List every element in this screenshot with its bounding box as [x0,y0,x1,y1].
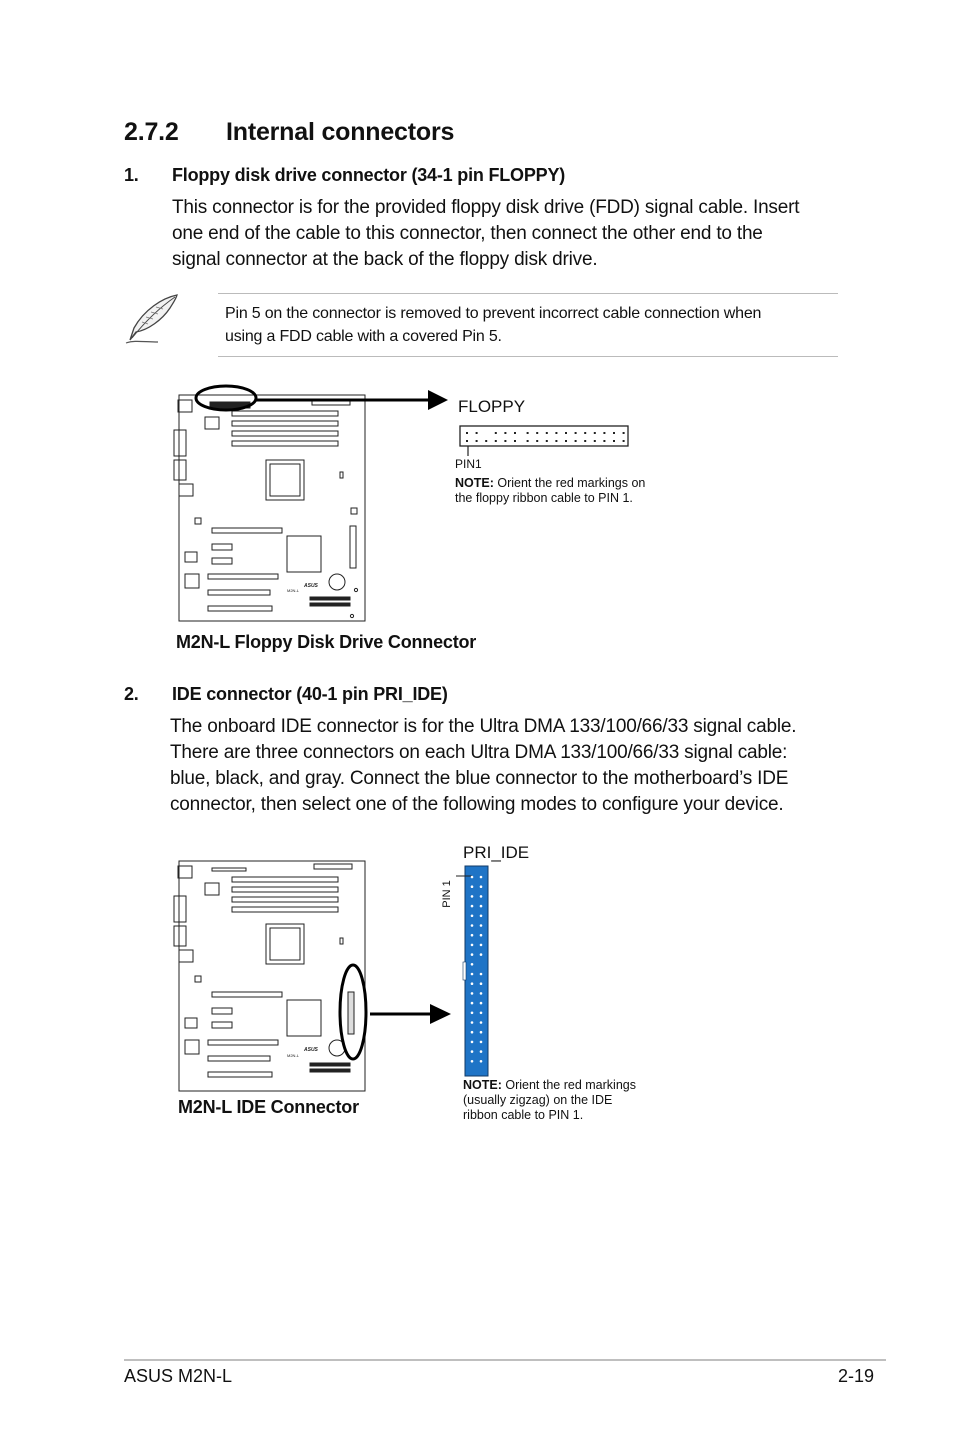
ide-pin [480,992,483,995]
floppy-pin [495,432,497,434]
item-2-paragraph: The onboard IDE connector is for the Ultra DMA 133/100/66/33 signal cable. There are three connectors on each Ultra DMA 133/100/66/33 signal cable: blue, black, and gray. Connect the blue connector to the motherboard’s IDE connector, then select one of the following modes to configure your device. [170,716,797,815]
board-model-label: M2N-L [287,1053,300,1058]
ide-pin [480,1002,483,1005]
ide-pin [471,1021,474,1024]
ide-pin [471,1012,474,1015]
item-1-paragraph: This connector is for the provided floppy disk drive (FDD) signal cable. Insert one end of the cable to this connector, then connect the other end to the signal connector at the back of the floppy disk drive. [172,197,800,270]
floppy-pin [546,440,548,442]
floppy-pin [495,440,497,442]
footer-product: ASUS M2N-L [124,1366,233,1386]
floppy-motherboard-diagram [160,378,460,628]
ide-pin [480,1012,483,1015]
floppy-pin [603,432,605,434]
feather-pen-icon [122,292,182,348]
floppy-pin [527,440,529,442]
item-1-heading: 1. Floppy disk drive connector (34-1 pin FLOPPY) [124,165,566,185]
ide-pin [480,924,483,927]
ide-pin [480,1031,483,1034]
ide-pin [471,1002,474,1005]
ide-pin [471,905,474,908]
floppy-pin [546,432,548,434]
floppy-pin [476,432,478,434]
floppy-pin1-label: PIN1 [455,457,482,471]
floppy-connector-label: FLOPPY [458,397,526,416]
floppy-pin [536,440,538,442]
ide-pin [471,934,474,937]
floppy-pin [476,440,478,442]
board-logo: ASUS [304,1047,318,1053]
item-2-heading: 2. IDE connector (40-1 pin PRI_IDE) [124,684,448,704]
ide-pin [480,915,483,918]
ide-note: NOTE: Orient the red markings (usually zigzag) on the IDE ribbon cable to PIN 1. [463,1078,636,1122]
ide-pin [471,1060,474,1063]
ide-pin [480,953,483,956]
ide-connector-label: PRI_IDE [463,843,530,862]
floppy-pin [514,432,516,434]
board-model-label: M2N-L [287,588,300,593]
ide-pin [480,982,483,985]
floppy-pin [514,440,516,442]
floppy-pin [555,440,557,442]
ide-pin [471,953,474,956]
floppy-pin [584,440,586,442]
floppy-pin [613,432,615,434]
ide-pin [471,915,474,918]
floppy-pin [565,432,567,434]
floppy-pin [504,432,506,434]
floppy-pin [613,440,615,442]
floppy-pin [504,440,506,442]
ide-pin [471,973,474,976]
floppy-pin [527,432,529,434]
floppy-pin [565,440,567,442]
ide-pin [480,944,483,947]
section-number: 2.7.2 [124,118,179,146]
ide-pin [480,1050,483,1053]
note-text: Pin 5 on the connector is removed to prevent incorrect cable connection when using a FDD cable with a covered Pin 5. [225,305,762,345]
floppy-pin [594,440,596,442]
ide-pin [471,963,474,966]
ide-pin [480,1041,483,1044]
floppy-pin [575,440,577,442]
floppy-pin [623,440,625,442]
ide-pin [471,924,474,927]
ide-pin [471,876,474,879]
floppy-pin [466,440,468,442]
ide-pin [471,1031,474,1034]
ide-pin [480,973,483,976]
floppy-pin [603,440,605,442]
floppy-pin [536,432,538,434]
floppy-pin [575,432,577,434]
ide-pin [471,982,474,985]
footer-page-number: 2-19 [838,1366,875,1386]
ide-pin [471,1050,474,1053]
ide-pin [471,992,474,995]
ide-pin [471,885,474,888]
ide-pin [480,895,483,898]
floppy-note: NOTE: Orient the red markings on the floppy ribbon cable to PIN 1. [455,476,646,505]
ide-pin [471,1041,474,1044]
floppy-pin [623,432,625,434]
floppy-connector-diagram [455,422,635,468]
floppy-figure-caption: M2N-L Floppy Disk Drive Connector [176,632,477,652]
ide-pin [480,885,483,888]
ide-pin [471,895,474,898]
ide-pin [471,944,474,947]
board-logo: ASUS [304,583,318,589]
ide-connector-diagram [452,864,492,1078]
ide-figure-caption: M2N-L IDE Connector [178,1097,359,1117]
section-heading: Internal connectors [226,118,455,146]
floppy-pin [594,432,596,434]
section-title [124,118,454,147]
ide-pin [480,876,483,879]
floppy-pin [466,432,468,434]
floppy-pin [584,432,586,434]
ide-pin [480,934,483,937]
ide-pin1-label: PIN 1 [441,880,453,908]
footer-rule [124,1359,886,1361]
ide-motherboard-diagram [160,844,460,1094]
ide-pin [480,905,483,908]
ide-pin [480,1060,483,1063]
floppy-pin [485,440,487,442]
ide-pin [480,1021,483,1024]
floppy-pin [555,432,557,434]
